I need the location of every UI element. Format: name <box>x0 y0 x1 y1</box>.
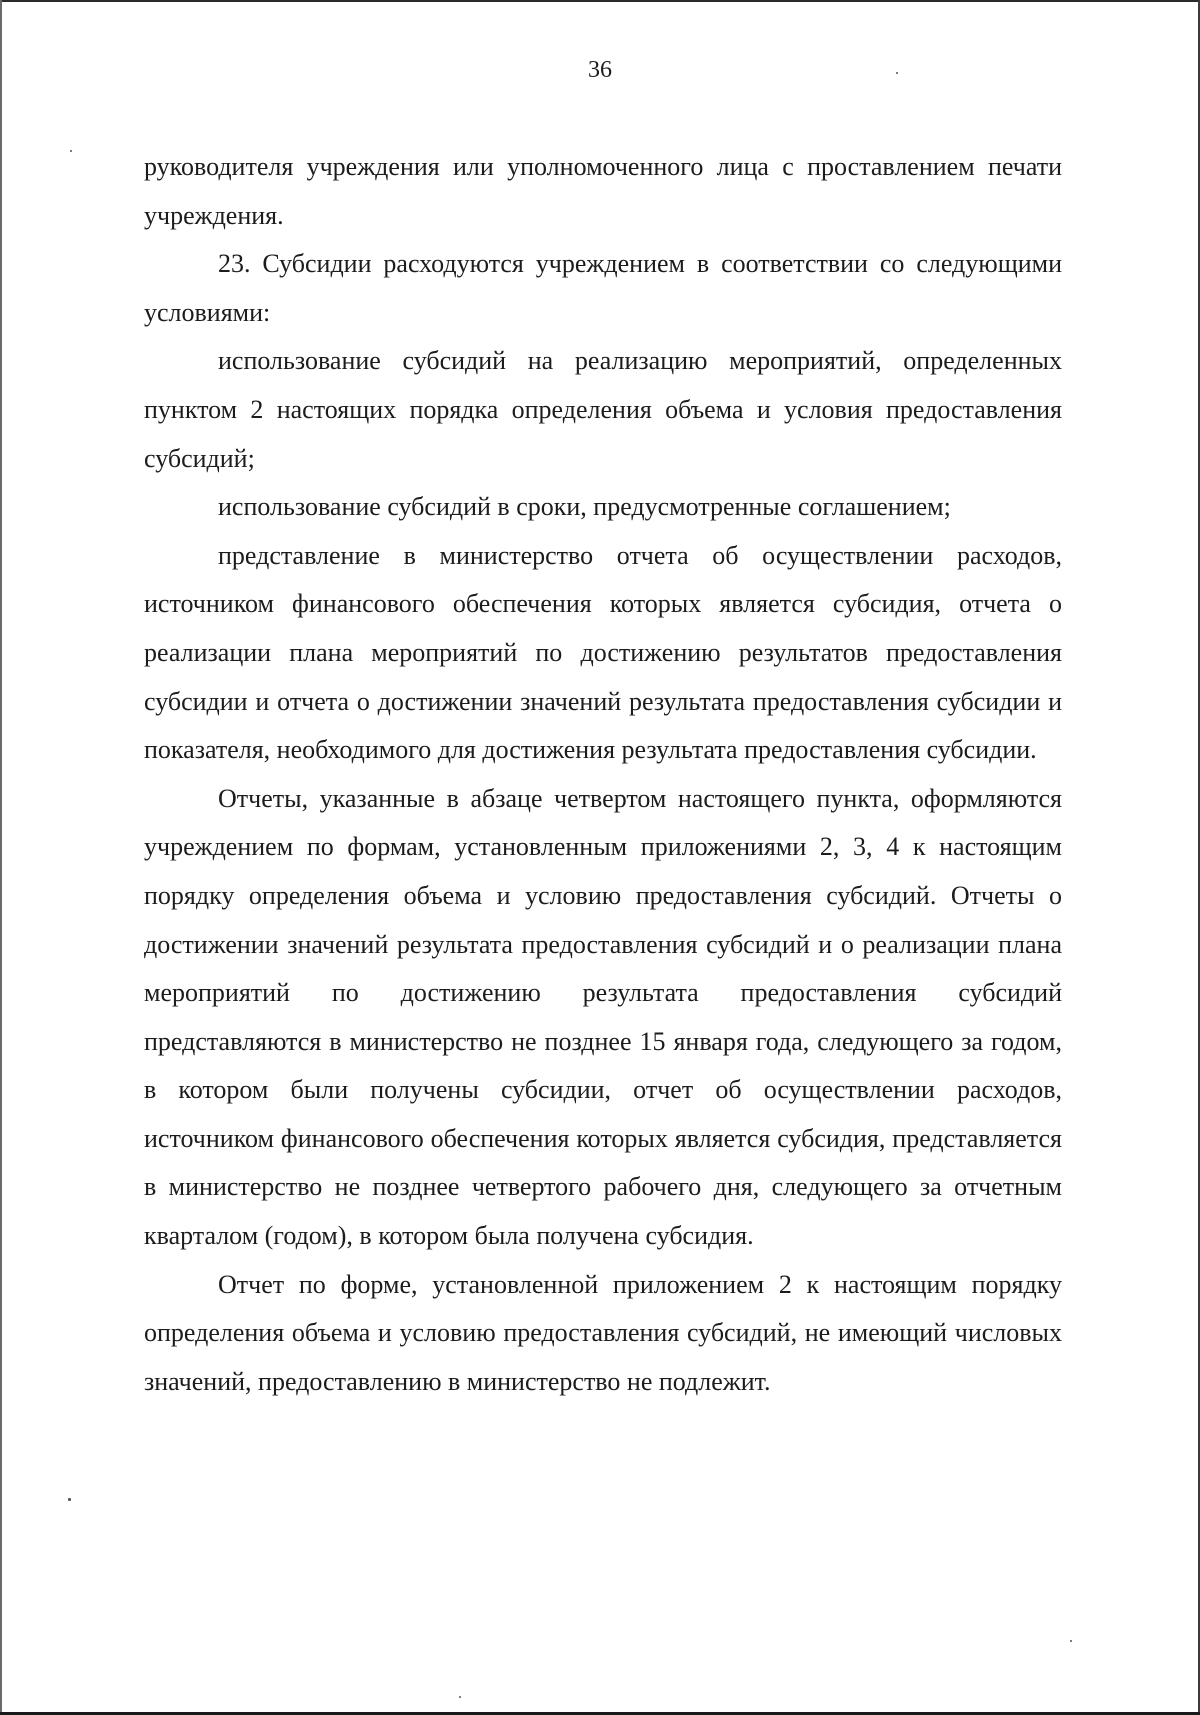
paragraph-reports: Отчеты, указанные в абзаце четвертом настоящего пункта, оформляются учреждением по формам, установленным приложениями 2, 3, 4 к настоящим порядку определения объема и условию предоставления субсидий. Отчеты о достижении значений результата предоставления субсидий и о реализации плана мероприятий по достижению результата предоставления субсидий представляются в министерство не позднее 15 января года, следующего за годом, в котором были получены субсидии, отчет об осуществлении расходов, источником финансового обеспечения которых является субсидия, представляется в министерство не позднее четвертого рабочего дня, следующего за отчетным кварталом (годом), в котором была получена субсидия. <box>144 783 1062 1251</box>
paragraph-continuation: руководителя учреждения или уполномоченного лица с проставлением печати учреждения. <box>144 152 1062 230</box>
scan-speck <box>68 1498 71 1501</box>
scan-speck <box>896 72 898 74</box>
paragraph-item-23: 23. Субсидии расходуются учреждением в соответствии со следующими условиями: <box>144 249 1062 327</box>
scan-edge-left <box>0 0 2 1715</box>
paragraph-condition-3: представление в министерство отчета об осуществлении расходов, источником финансового обеспечения которых является субсидия, отчета о реализации плана мероприятий по достижению результатов предоставления субсидии и отчета о достижении значений результата предоставления субсидии и показателя, необходимого для достижения результата предоставления субсидии. <box>144 540 1062 765</box>
paragraph-condition-1: использование субсидий на реализацию мероприятий, определенных пунктом 2 настоящих порядка определения объема и условия предоставления субсидий; <box>144 346 1062 473</box>
scan-speck <box>70 150 72 152</box>
paragraph-condition-2: использование субсидий в сроки, предусмотренные соглашением; <box>218 492 951 522</box>
scan-speck <box>1070 1640 1072 1642</box>
document-body <box>144 143 1062 1406</box>
scan-speck <box>459 1696 461 1698</box>
scan-edge-top <box>0 0 1200 2</box>
page-number: 36 <box>588 57 612 83</box>
paragraph-report-form: Отчет по форме, установленной приложением 2 к настоящим порядку определения объема и условию предоставления субсидий, не имеющий числовых значений, предоставлению в министерство не подлежит. <box>144 1269 1062 1396</box>
